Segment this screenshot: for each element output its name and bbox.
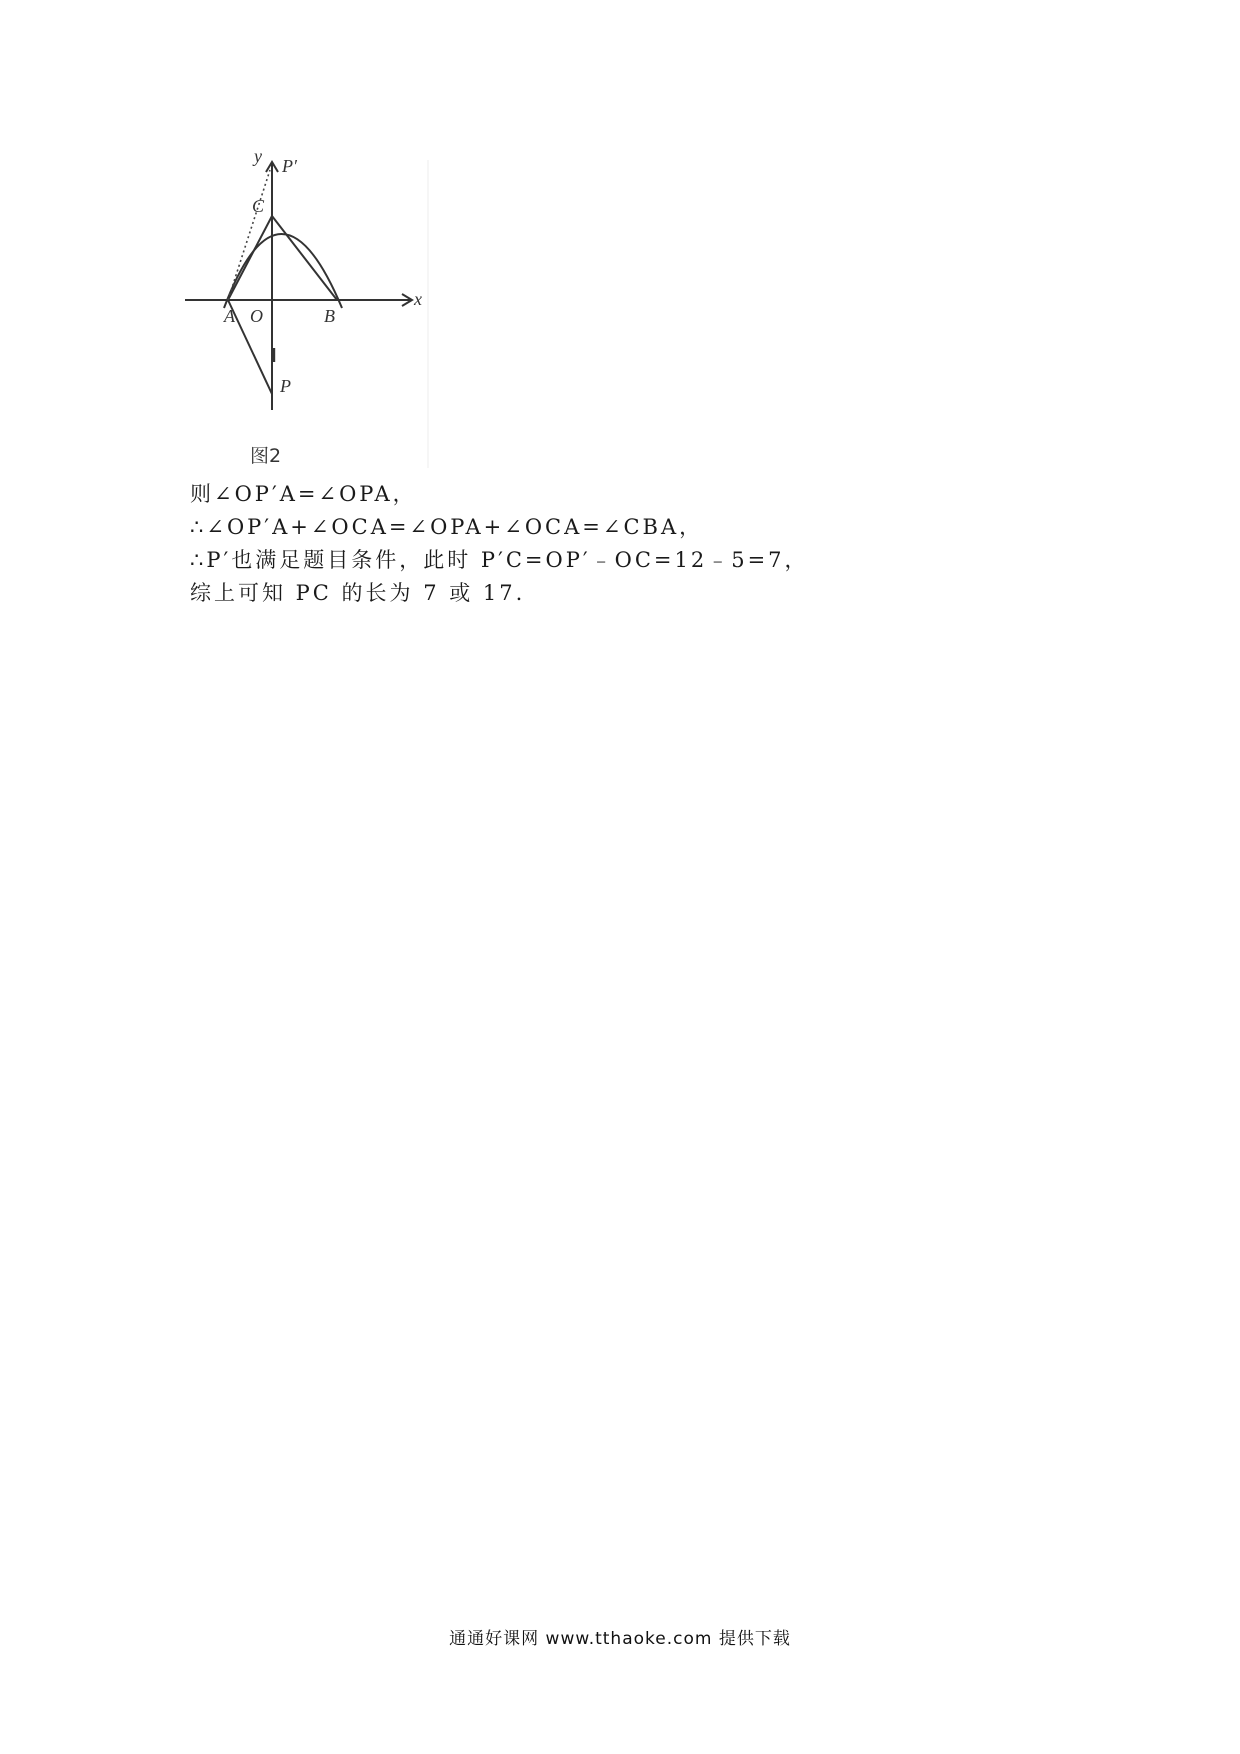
- segment-ap-prime: [228, 170, 270, 300]
- footer-credit: 通通好课网 www.tthaoke.com 提供下载: [449, 1629, 791, 1649]
- label-o: O: [250, 306, 263, 326]
- parabola-diagram: [180, 150, 440, 470]
- parabola: [224, 234, 342, 308]
- text-line-4: 综上可知 PC 的长为 7 或 17.: [190, 581, 526, 605]
- text-line-1: 则∠OP′A=∠OPA，: [190, 482, 417, 506]
- geometry-figure: [180, 150, 440, 470]
- text-line-3: ∴P′也满足题目条件，此时 P′C=OP′﹣OC=12﹣5=7，: [190, 548, 809, 572]
- label-p: P: [280, 376, 291, 396]
- segment-cb: [272, 216, 337, 300]
- text-line-2: ∴∠OP′A+∠OCA=∠OPA+∠OCA=∠CBA，: [190, 515, 704, 539]
- label-b: B: [324, 306, 335, 326]
- label-a: A: [224, 306, 235, 326]
- segment-ac: [228, 216, 272, 300]
- label-c: C: [252, 196, 265, 216]
- label-x: x: [414, 289, 422, 309]
- figure-caption: 图2: [250, 445, 282, 467]
- label-y: y: [254, 150, 262, 166]
- label-p-prime: P′: [282, 156, 297, 176]
